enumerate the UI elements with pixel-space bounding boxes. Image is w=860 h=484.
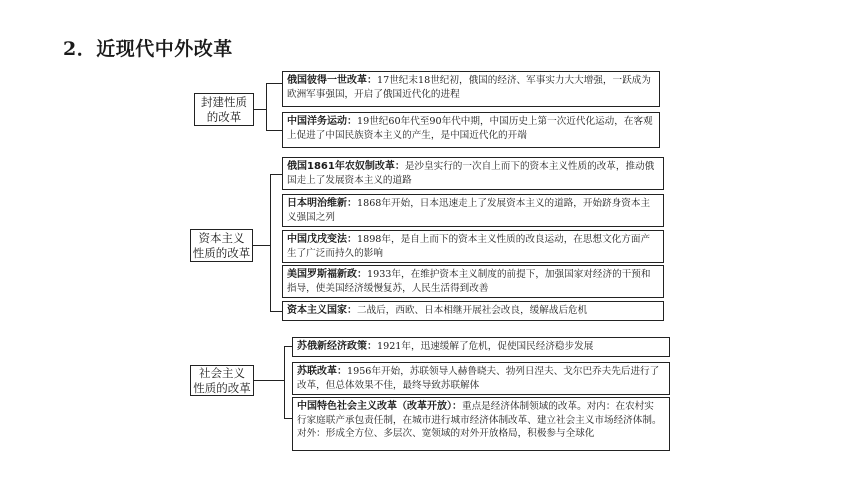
reform-item-self-strengthening — [282, 112, 660, 148]
reform-item-russia-serfdom — [282, 157, 664, 190]
reform-item-nep — [292, 337, 670, 357]
connector-line — [254, 109, 266, 110]
reform-description: 1898年，是自上而下的资本主义性质的改良运动，在思想文化方面产生了广泛而持久的影响 — [287, 234, 651, 259]
category-label-line1: 封建性质 — [201, 94, 247, 109]
reform-item-postwar-capitalist — [282, 301, 664, 321]
reform-description: 二战后，西欧、日本相继开展社会改良，缓解战后危机 — [357, 305, 588, 316]
reform-description: 重点是经济体制领域的改革。对内：在农村实行家庭联产承包责任制，在城市进行城市经济体制改革、建立社会主义市场经济体制。对外：形成全方位、多层次、宽领域的对外开放格局，积极参与全球化 — [297, 401, 662, 439]
category-feudal-reform — [194, 93, 254, 126]
reform-description: 17世纪末18世纪初，俄国的经济、军事实力大大增强，一跃成为欧洲军事强国，开启了俄国近代化的进程 — [287, 75, 651, 100]
reform-term: 美国罗斯福新政： — [287, 269, 367, 280]
reform-item-china-reform-opening — [292, 397, 670, 451]
connector-line — [270, 174, 282, 175]
reform-description: 19世纪60年代至90年代中期，中国历史上第一次近代化运动，在客观上促进了中国民族资本主义的产生，是中国近代化的开端 — [287, 116, 653, 141]
connector-line — [254, 380, 284, 381]
connector-line — [266, 83, 282, 84]
reform-term: 资本主义国家： — [287, 305, 357, 316]
category-label-line1: 资本主义 — [198, 230, 245, 245]
reform-description: 是沙皇实行的一次自上而下的资本主义性质的改革，推动俄国走上了发展资本主义的道路 — [287, 161, 655, 186]
connector-line — [266, 83, 267, 131]
section-title: 2．近现代中外改革 — [63, 38, 233, 60]
reform-item-new-deal — [282, 265, 664, 298]
connector-line — [284, 346, 292, 347]
reform-description: 1933年，在维护资本主义制度的前提下，加强国家对经济的干预和指导，使美国经济缓慢复苏，人民生活得到改善 — [287, 269, 651, 294]
connector-line — [270, 174, 271, 312]
connector-line — [266, 130, 282, 131]
reform-item-soviet-reform — [292, 362, 670, 395]
reform-term: 中国特色社会主义改革（改革开放）： — [297, 401, 462, 412]
connector-line — [284, 346, 285, 419]
reform-item-hundred-days — [282, 230, 664, 263]
reform-term: 俄国1861年农奴制改革： — [287, 161, 405, 172]
category-label-line2: 性质的改革 — [193, 380, 251, 395]
reform-item-meiji — [282, 194, 664, 227]
reform-item-peter-the-great — [282, 71, 660, 107]
reform-term: 中国洋务运动： — [287, 116, 357, 127]
reform-term: 苏俄新经济政策： — [297, 341, 377, 352]
reform-description: 1921年，迅速缓解了危机，促使国民经济稳步发展 — [377, 341, 594, 352]
connector-line — [270, 311, 282, 312]
category-label-line2: 性质的改革 — [192, 245, 251, 260]
reform-term: 俄国彼得一世改革： — [287, 75, 377, 86]
reform-description: 1956年开始，苏联领导人赫鲁晓夫、勃列日涅夫、戈尔巴乔夫先后进行了改革，但总体效果不佳，最终导致苏联解体 — [297, 366, 660, 391]
reform-term: 日本明治维新： — [287, 198, 357, 209]
reform-term: 中国戊戌变法： — [287, 234, 357, 245]
category-label-line2: 的改革 — [206, 109, 242, 124]
connector-line — [253, 245, 270, 246]
category-capitalist-reform — [190, 229, 253, 262]
reform-term: 苏联改革： — [297, 366, 347, 377]
category-label-line1: 社会主义 — [199, 365, 245, 380]
connector-line — [284, 418, 292, 419]
category-socialist-reform — [190, 365, 254, 396]
reform-description: 1868年开始，日本迅速走上了发展资本主义的道路，开始跻身资本主义强国之列 — [287, 198, 651, 223]
